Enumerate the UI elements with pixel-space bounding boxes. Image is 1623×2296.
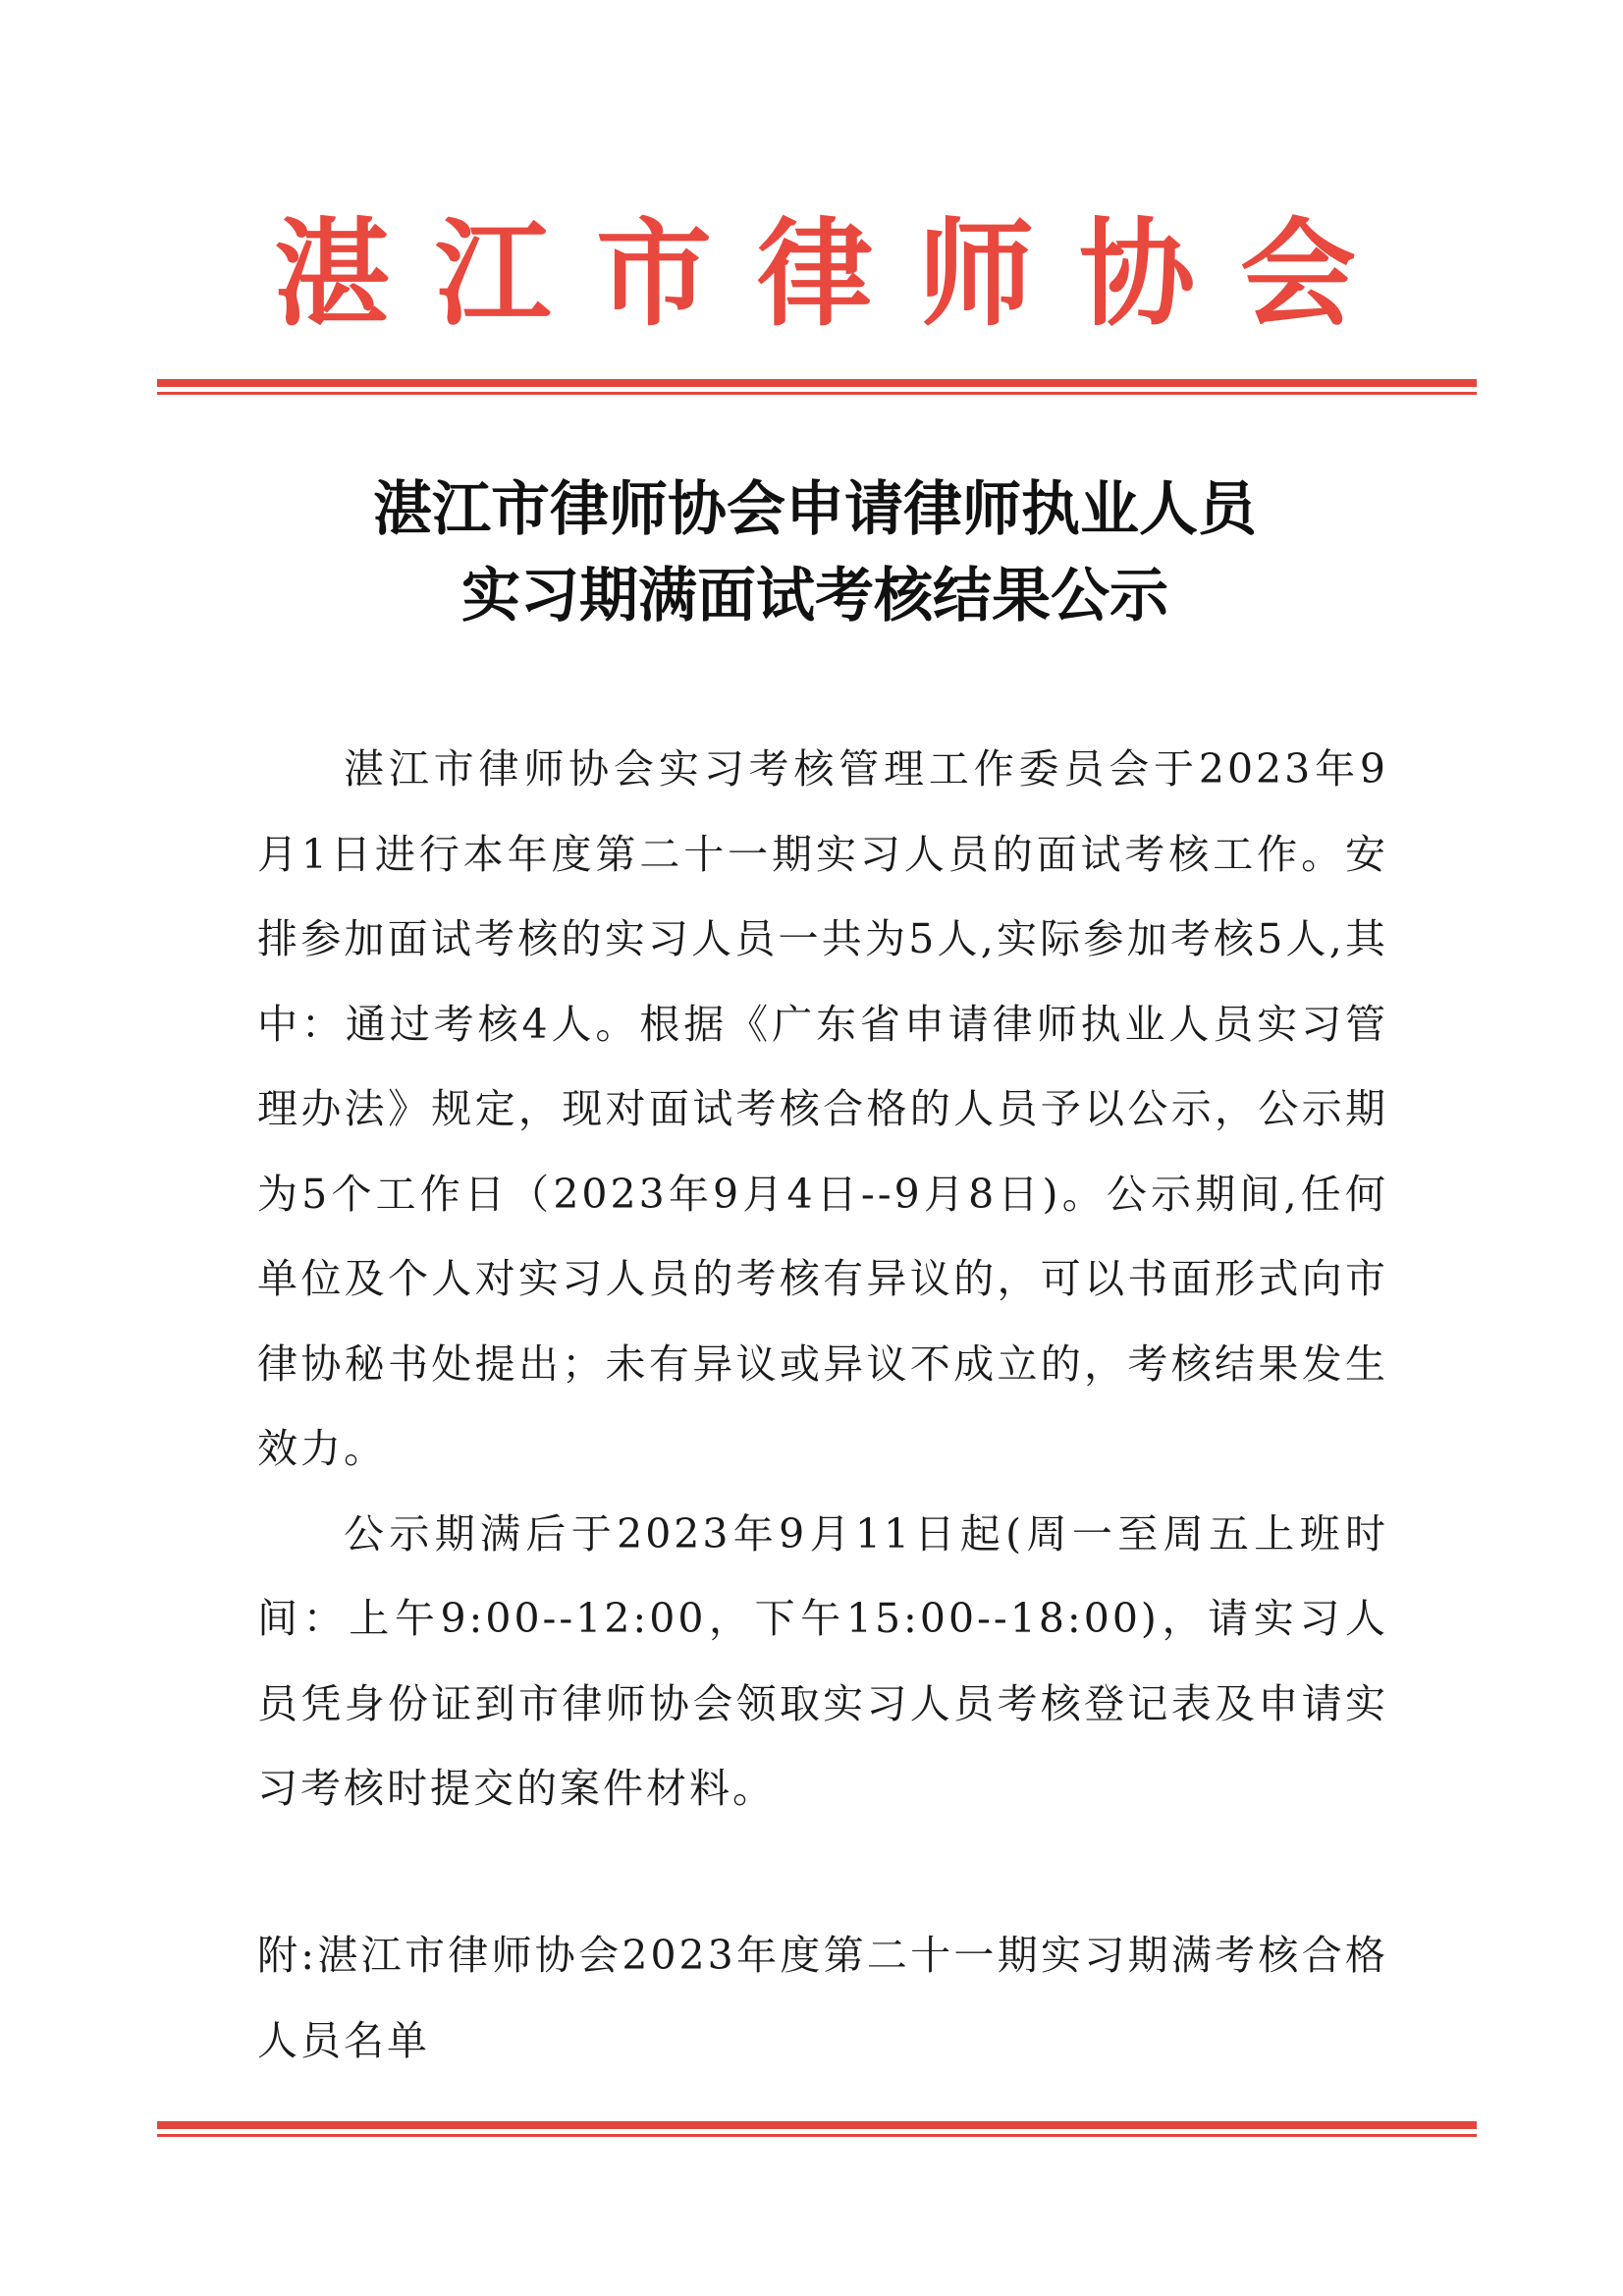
body-paragraph-1: 湛江市律师协会实习考核管理工作委员会于2023年9月1日进行本年度第二十一期实习人员的面试考核工作。安排参加面试考核的实习人员一共为5人,实际参加考核5人,其中：通过考核4人。根据《广东省申请律师执业人员实习管理办法》规定，现对面试考核合格的人员予以公示，公示期为5个工作日（2023年9月4日--9月8日)。公示期间,任何单位及个人对实习人员的考核有异议的，可以书面形式向市律协秘书处提出；未有异议或异议不成立的，考核结果发生效力。 [257, 745, 1388, 1472]
masthead-org-name: 湛江市律师协会 [273, 206, 1401, 342]
document-body [257, 727, 1388, 1831]
attachment-note: 附:湛江市律师协会2023年度第二十一期实习期满考核合格人员名单 [257, 1932, 1388, 2064]
divider-thick-line [157, 379, 1477, 387]
footer-divider-thick-line [157, 2121, 1477, 2129]
body-paragraph-2: 公示期满后于2023年9月11日起(周一至周五上班时间：上午9:00--12:00，下午15:00--18:00)，请实习人员凭身份证到市律师协会领取实习人员考核登记表及申请实习考核时提交的案件材料。 [257, 1509, 1388, 1812]
masthead-divider [157, 379, 1477, 395]
document-title [157, 466, 1473, 639]
title-line-1: 湛江市律师协会申请律师执业人员 [373, 475, 1257, 544]
title-line-2: 实习期满面试考核结果公示 [461, 562, 1168, 630]
footer-divider [157, 2121, 1477, 2137]
footer-divider-thin-line [157, 2134, 1477, 2137]
divider-thin-line [157, 392, 1477, 395]
